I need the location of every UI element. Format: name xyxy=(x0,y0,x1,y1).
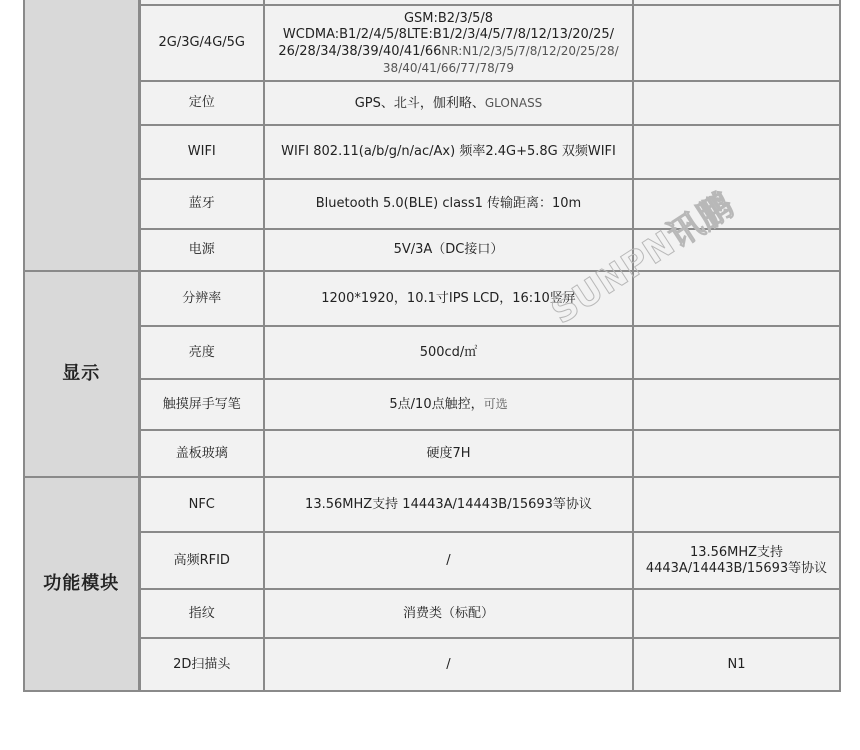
rfid-optional-line-2: 4443A/14443B/15693等协议 xyxy=(645,560,828,576)
table-row-wifi xyxy=(24,125,840,179)
standard-cell: 5V/3A（DC接口） xyxy=(264,229,633,271)
standard-cell xyxy=(264,81,633,125)
table-row-brightness xyxy=(24,326,840,379)
feature-cell: 蓝牙 xyxy=(139,179,264,229)
feature-cell: 盖板玻璃 xyxy=(139,430,264,477)
feature-cell: 2G/3G/4G/5G xyxy=(139,5,264,81)
standard-cell: WIFI 802.11(a/b/g/n/ac/Ax) 频率2.4G+5.8G 双频WIFI xyxy=(264,125,633,179)
feature-cell: 定位 xyxy=(139,81,264,125)
standard-cell: 500cd/㎡ xyxy=(264,326,633,379)
gsm-bands: GSM:B2/3/5/8 xyxy=(403,10,494,26)
wcdma-lte-bands: WCDMA:B1/2/4/5/8LTE:B1/2/3/4/5/7/8/12/13/20/25/ xyxy=(282,26,615,42)
table-row-resolution xyxy=(24,271,840,326)
optional-cell xyxy=(633,430,840,477)
optional-cell xyxy=(633,81,840,125)
optional-cell xyxy=(633,229,840,271)
table-row-2d-scanner xyxy=(24,638,840,691)
optional-cell xyxy=(633,179,840,229)
rfid-optional-line-1: 13.56MHZ支持 xyxy=(689,544,784,560)
standard-cell: / xyxy=(264,638,633,691)
standard-cell: 消费类（标配） xyxy=(264,589,633,638)
table-row-rfid xyxy=(24,532,840,589)
optional-cell xyxy=(633,271,840,326)
table-row-cellular xyxy=(24,5,840,81)
feature-cell: 2D扫描头 xyxy=(139,638,264,691)
table-row-nfc xyxy=(24,477,840,532)
feature-cell: 亮度 xyxy=(139,326,264,379)
nr-bands-tail: 38/40/41/66/77/78/79 xyxy=(382,60,515,75)
standard-cell: 1200*1920，10.1寸IPS LCD，16:10竖屏 xyxy=(264,271,633,326)
feature-cell: WIFI xyxy=(139,125,264,179)
table-row-bluetooth xyxy=(24,179,840,229)
optional-cell xyxy=(633,5,840,81)
feature-cell: 触摸屏手写笔 xyxy=(139,379,264,430)
feature-cell: NFC xyxy=(139,477,264,532)
optional-cell: N1 xyxy=(633,638,840,691)
optional-cell xyxy=(633,326,840,379)
feature-cell: 电源 xyxy=(139,229,264,271)
feature-cell: 分辨率 xyxy=(139,271,264,326)
optional-note: 可选 xyxy=(483,397,508,411)
table-row-fingerprint xyxy=(24,589,840,638)
category-cell-function-modules: 功能模块 xyxy=(24,477,139,691)
touch-points: 5点/10点触控， xyxy=(389,397,484,412)
optional-cell xyxy=(633,532,840,589)
standard-cell: 13.56MHZ支持 14443A/14443B/15693等协议 xyxy=(264,477,633,532)
glonass-label: GLONASS xyxy=(484,95,543,110)
table-row-touch xyxy=(24,379,840,430)
standard-cell: / xyxy=(264,532,633,589)
table-row-cover-glass xyxy=(24,430,840,477)
optional-cell xyxy=(633,379,840,430)
nr-bands: NR:N1/2/3/5/7/8/12/20/25/28/ xyxy=(441,43,619,58)
optional-cell xyxy=(633,477,840,532)
feature-cell: 高频RFID xyxy=(139,532,264,589)
feature-cell: 指纹 xyxy=(139,589,264,638)
standard-cell xyxy=(264,379,633,430)
category-cell-display: 显示 xyxy=(24,271,139,477)
spec-table xyxy=(23,0,841,692)
optional-cell xyxy=(633,125,840,179)
optional-cell xyxy=(633,589,840,638)
category-cell-communication xyxy=(24,0,139,271)
positioning-systems: GPS、北斗，伽利略、 xyxy=(354,95,485,111)
standard-cell: 硬度7H xyxy=(264,430,633,477)
standard-cell-cellular-bands xyxy=(264,5,633,81)
lte-bands-tail: 26/28/34/38/39/40/41/66 xyxy=(278,43,442,59)
table-row-positioning xyxy=(24,81,840,125)
table-row-power xyxy=(24,229,840,271)
standard-cell: Bluetooth 5.0(BLE) class1 传输距离：10m xyxy=(264,179,633,229)
